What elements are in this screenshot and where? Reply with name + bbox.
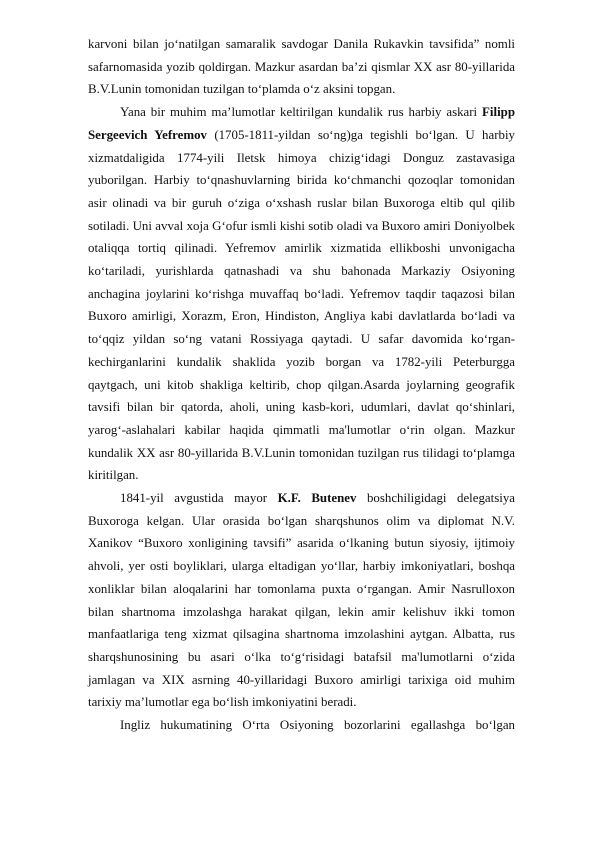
paragraph-2-text-before: Yana bir muhim ma’lumotlar keltirilgan kundalik rus harbiy askari (120, 105, 483, 120)
paragraph-2-text-after: (1705-1811-yildan so‘ng)ga tegishli bo‘lgan. U harbiy xizmatdaligida 1774-yili Iletsk himoya chizig‘idagi Donguz zastavasiga yuborilgan. Harbiy to‘qnashuvlarning birida ko‘chmanchi qozoqlar tomonidan asir olinadi va bir guruh o‘ziga o‘xshash ruslar bilan Buxoroga eltib qul qilib sotiladi. Uni avval xoja G‘ofur ismli kishi sotib oladi va Buxoro amiri Doniyolbek otaliqqa tortiq qilinadi. Yefremov amirlik xizmatida ellikboshi unvonigacha ko‘tariladi, yurishlarda qatnashadi va shu bahonada Markaziy Osiyoning anchagina joylarini ko‘rishga muvaffaq bo‘ladi. Yefremov taqdir taqazosi bilan Buxoro amirligi, Xorazm, Eron, Hindiston, Angliya kabi davlatlarda bo‘ladi va to‘qqiz yildan so‘ng vatani Rossiyaga qaytadi. U safar davomida ko‘rgan-kechirganlarini kundalik shaklida yozib borgan va 1782-yili Peterburgga qaytgach, uni kitob shakliga keltirib, chop qilgan.Asarda joylarning geografik tavsifi bilan bir qatorda, aholi, uning kasb-kori, udumlari, davlat qo‘shinlari, yarog‘-aslahalari kabilar haqida qimmatli ma'lumotlar o‘rin olgan. Mazkur kundalik XX asr 80-yillarida B.V.Lunin tomonidan tuzilgan rus tilidagi to‘plamga kiritilgan. (88, 127, 515, 483)
paragraph-3 (88, 487, 515, 714)
person-name-yefremov: Filipp Sergeevich Yefremov (88, 105, 515, 142)
paragraph-1: karvoni bilan jo‘natilgan samaralik savdogar Danila Rukavkin tavsifida” nomli safarnomasida yozib qoldirgan. Mazkur asardan ba’zi qismlar XX asr 80-yillarida B.V.Lunin tomonidan tuzilgan to‘plamda o‘z aksini topgan. (88, 37, 515, 97)
person-name-butenev: K.F. Butenev (277, 491, 357, 506)
document-page (88, 33, 515, 737)
paragraph-3-text-before: 1841-yil avgustida mayor (120, 491, 278, 506)
paragraph-2 (88, 101, 515, 487)
paragraph-4: Ingliz hukumatining O‘rta Osiyoning bozorlarini egallashga bo‘lgan (120, 718, 515, 733)
paragraph-3-text-after: boshchiligidagi delegatsiya Buxoroga kelgan. Ular orasida bo‘lgan sharqshunos olim va diplomat N.V. Xanikov “Buxoro xonligining tavsifi” asarida o‘lkaning butun siyosiy, ijtimoiy ahvoli, yer osti boyliklari, ularga eltadigan yo‘llar, harbiy imkoniyatlari, boshqa xonliklar bilan aloqalarini har tomonlama puxta o‘rgangan. Amir Nasrulloxon bilan shartnoma imzolashga harakat qilgan, lekin amir kelishuv ikki tomon manfaatlariga teng xizmat qilsagina shartnoma imzolashini aytgan. Albatta, rus sharqshunosining bu asari o‘lka to‘g‘risidagi batafsil ma'lumotlarni o‘zida jamlagan va XIX asrning 40-yillaridagi Buxoro amirligi tarixiga oid muhim tarixiy ma’lumotlar ega bo‘lish imkoniyatini beradi. (88, 491, 515, 710)
